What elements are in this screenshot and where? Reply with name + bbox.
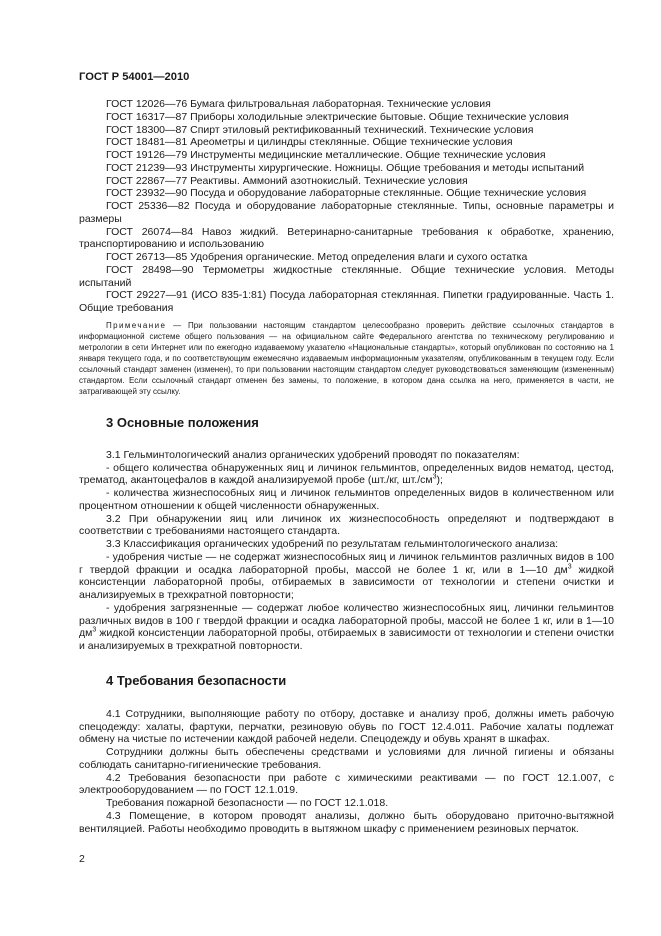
ref-item: ГОСТ 16317—87 Приборы холодильные электрические бытовые. Общие технические условия — [106, 110, 569, 123]
paragraph: 4.3 Помещение, в котором проводят анализы, должно быть оборудовано приточно-вытяжной вентиляцией. Работы необходимо проводить в вытяжном шкафу с применением резиновых перчаток. — [79, 809, 614, 835]
ref-item: ГОСТ 23932—90 Посуда и оборудование лабораторные стеклянные. Общие технические условия — [106, 187, 587, 200]
paragraph: - общего количества обнаруженных яиц и личинок гельминтов, определенных видов нематод, цестод, трематод, акантоцефалов в каждой анализируемой пробе (шт./кг, $шт./см^3$); — [79, 461, 614, 487]
paragraph: 4.2 Требования безопасности при работе с химическими реактивами — по ГОСТ 12.1.007, с электрооборудованием — по ГОСТ 12.1.019. — [79, 771, 614, 797]
ref-item: ГОСТ 25336—82 Посуда и оборудование лабораторные стеклянные. Типы, основные параметры и размеры — [79, 200, 614, 225]
ref-item: ГОСТ 18300—87 Спирт этиловый ректификованный технический. Технические условия — [106, 123, 534, 136]
ref-item: ГОСТ 26713—85 Удобрения органические. Метод определения влаги и сухого остатка — [106, 251, 528, 263]
paragraph: 3.3 Классификация органических удобрений по результатам гельминтологического анализа: — [106, 538, 559, 550]
paragraph: Требования пожарной безопасности — по ГОСТ 12.1.018. — [106, 797, 389, 809]
document-header: ГОСТ Р 54001—2010 — [79, 71, 190, 83]
paragraph: - удобрения загрязненные — содержат любое количество жизнеспособных яиц, личинки гельминтов различных видов в 100 г твердой фракции и осадка лабораторной пробы, массой не более 1 кг, или в 1—10 $дм^3$ жидкой консистенции лабораторной пробы, отбираемых в зависимости от технологии и степени очистки и анализируемых в трехкратной повторности. — [79, 601, 614, 652]
ref-item: ГОСТ 22867—77 Реактивы. Аммоний азотнокислый. Технические условия — [106, 174, 468, 187]
ref-item: ГОСТ 28498—90 Термометры жидкостные стеклянные. Общие технические условия. Методы испытаний — [79, 263, 614, 289]
ref-item: ГОСТ 12026—76 Бумага фильтровальная лабораторная. Технические условия — [106, 98, 491, 110]
ref-item: ГОСТ 29227—91 (ИСО 835-1:81) Посуда лабораторная стеклянная. Пипетки градуированные. Часть 1. Общие требования — [79, 289, 614, 314]
note-block — [79, 320, 614, 397]
paragraph: - удобрения чистые — не содержат жизнеспособных яиц и личинок гельминтов различных видов в 100 г твердой фракции и осадка лабораторной пробы, массой не более 1 кг, или в 1—10 $дм^3$ жидкой консистенции лабораторной пробы, отбираемых в зависимости от технологии и степени очистки и анализируемых в трехкратной повторности; — [79, 550, 614, 601]
ref-item: ГОСТ 18481—81 Ареометры и цилиндры стеклянные. Общие технические условия — [106, 136, 513, 149]
paragraph: - количества жизнеспособных яиц и личинок гельминтов определенных видов в количественном или процентном отношении к общей численности обнаруженных. — [79, 487, 614, 512]
paragraph: 3.2 При обнаружении яиц или личинок их жизнеспособность определяют и подтверждают в соответствии с требованиями настоящего стандарта. — [79, 512, 614, 538]
section-4-title: 4 Требования безопасности — [106, 672, 287, 688]
ref-item: ГОСТ 19126—79 Инструменты медицинские металлические. Общие технические условия — [106, 149, 546, 161]
page-content — [79, 98, 614, 835]
note-text: — При пользовании настоящим стандартом целесообразно проверить действие ссылочных стандартов в информационной системе общего пользования — на официальном сайте Федерального агентства по техническому регулированию и метрологии в сети Интернет или по ежегодно издаваемому указателю «Национальные стандарты», который опубликован по состоянию на 1 января текущего года, и по соответствующим ежемесячно издаваемым информационным указателям, опубликованным в текущем году. Если ссылочный стандарт заменен (изменен), то при пользовании настоящим стандартом следует руководствоваться заменяющим (измененным) стандартом. Если ссылочный стандарт отменен без замены, то положение, в котором дана ссылка на него, применяется в части, не затрагивающей эту ссылку. — [79, 320, 614, 396]
note-label: Примечание — [106, 320, 167, 330]
paragraph: Сотрудники должны быть обеспечены средствами и условиями для личной гигиены и обязаны соблюдать санитарно-гигиенические требования. — [79, 746, 614, 771]
paragraph: 4.1 Сотрудники, выполняющие работу по отбору, доставке и анализу проб, должны иметь рабочую спецодежду: халаты, фартуки, перчатки, резиновую обувь по ГОСТ 12.4.011. Рабочие халаты подлежат обмену на чистые по истечении каждой рабочей недели. Спецодежду и обувь хранят в шкафах. — [79, 707, 614, 746]
ref-item: ГОСТ 26074—84 Навоз жидкий. Ветеринарно-санитарные требования к обработке, хранению, транспортированию и использованию — [79, 225, 614, 251]
ref-item: ГОСТ 21239—93 Инструменты хирургические. Ножницы. Общие требования и методы испытаний — [106, 161, 585, 174]
paragraph: 3.1 Гельминтологический анализ органических удобрений проводят по показателям: — [106, 448, 520, 461]
page-number: 2 — [79, 853, 85, 865]
section-3-title: 3 Основные положения — [106, 414, 259, 430]
